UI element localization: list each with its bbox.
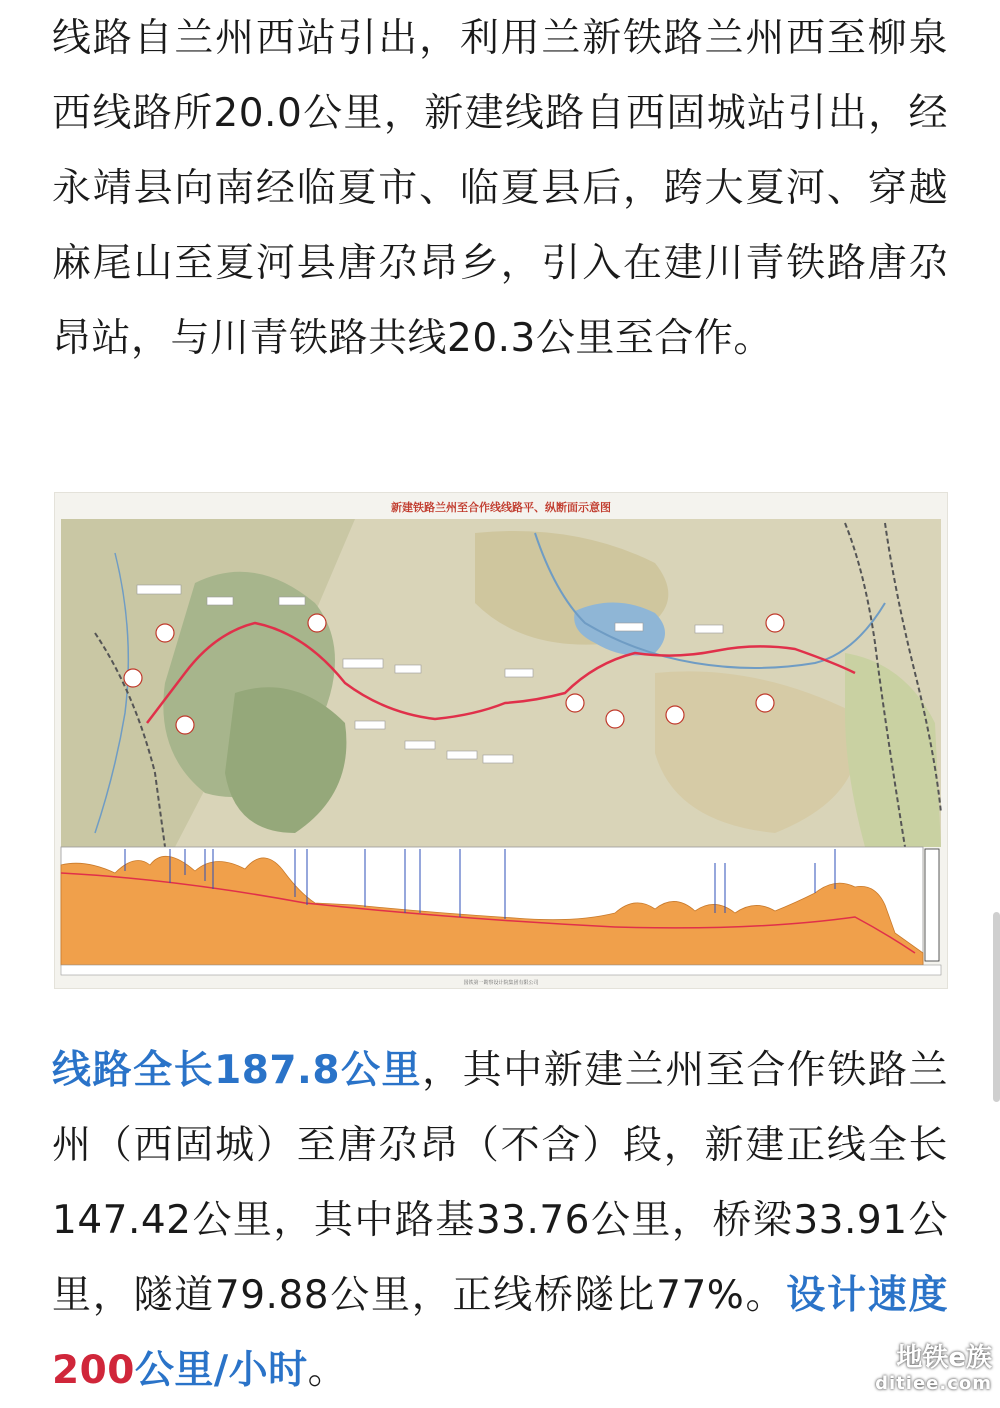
profile-scale-band (61, 965, 941, 975)
route-map-image (55, 493, 947, 988)
paragraph-text: 线路自兰州西站引出，利用兰新铁路兰州西至柳泉西线路所20.0公里，新建线路自西固城站引出，经永靖县向南经临夏市、临夏县后，跨大夏河、穿越麻尾山至夏河县唐尕昂乡，引入在建川青铁路唐尕昂站，与川青铁路共线20.3公里至合作。 (52, 16, 948, 361)
highlight-design-speed-label: 设计速度 (786, 1273, 948, 1318)
watermark (875, 1343, 992, 1395)
paragraph-route-description (52, 1, 948, 376)
watermark-brand: 地铁e族 (896, 1343, 992, 1373)
paragraph-text: ，其中新建兰州至合作铁路兰州（西固城）至唐尕昂（不含）段，新建正线全长147.42公里，其中路基33.76公里，桥梁33.91公里，隧道79.88公里，正线桥隧比77%。 (52, 1048, 948, 1318)
figure-footer: 国铁第一勘察设计院集团有限公司 (463, 980, 539, 986)
paragraph-end-punctuation: 。 (307, 1348, 348, 1393)
highlight-design-speed-value: 200 (52, 1348, 135, 1393)
highlight-speed-unit: 公里/小时 (134, 1348, 308, 1393)
route-map-figure[interactable] (54, 492, 948, 989)
paragraph-route-stats (52, 1033, 948, 1408)
highlight-total-length: 线路全长187.8公里 (52, 1048, 423, 1093)
watermark-url: ditiee.com (875, 1373, 992, 1394)
scrollbar-thumb[interactable] (993, 912, 1000, 1102)
figure-title: 新建铁路兰州至合作线线路平、纵断面示意图 (391, 501, 611, 514)
elevation-scale (925, 849, 939, 961)
